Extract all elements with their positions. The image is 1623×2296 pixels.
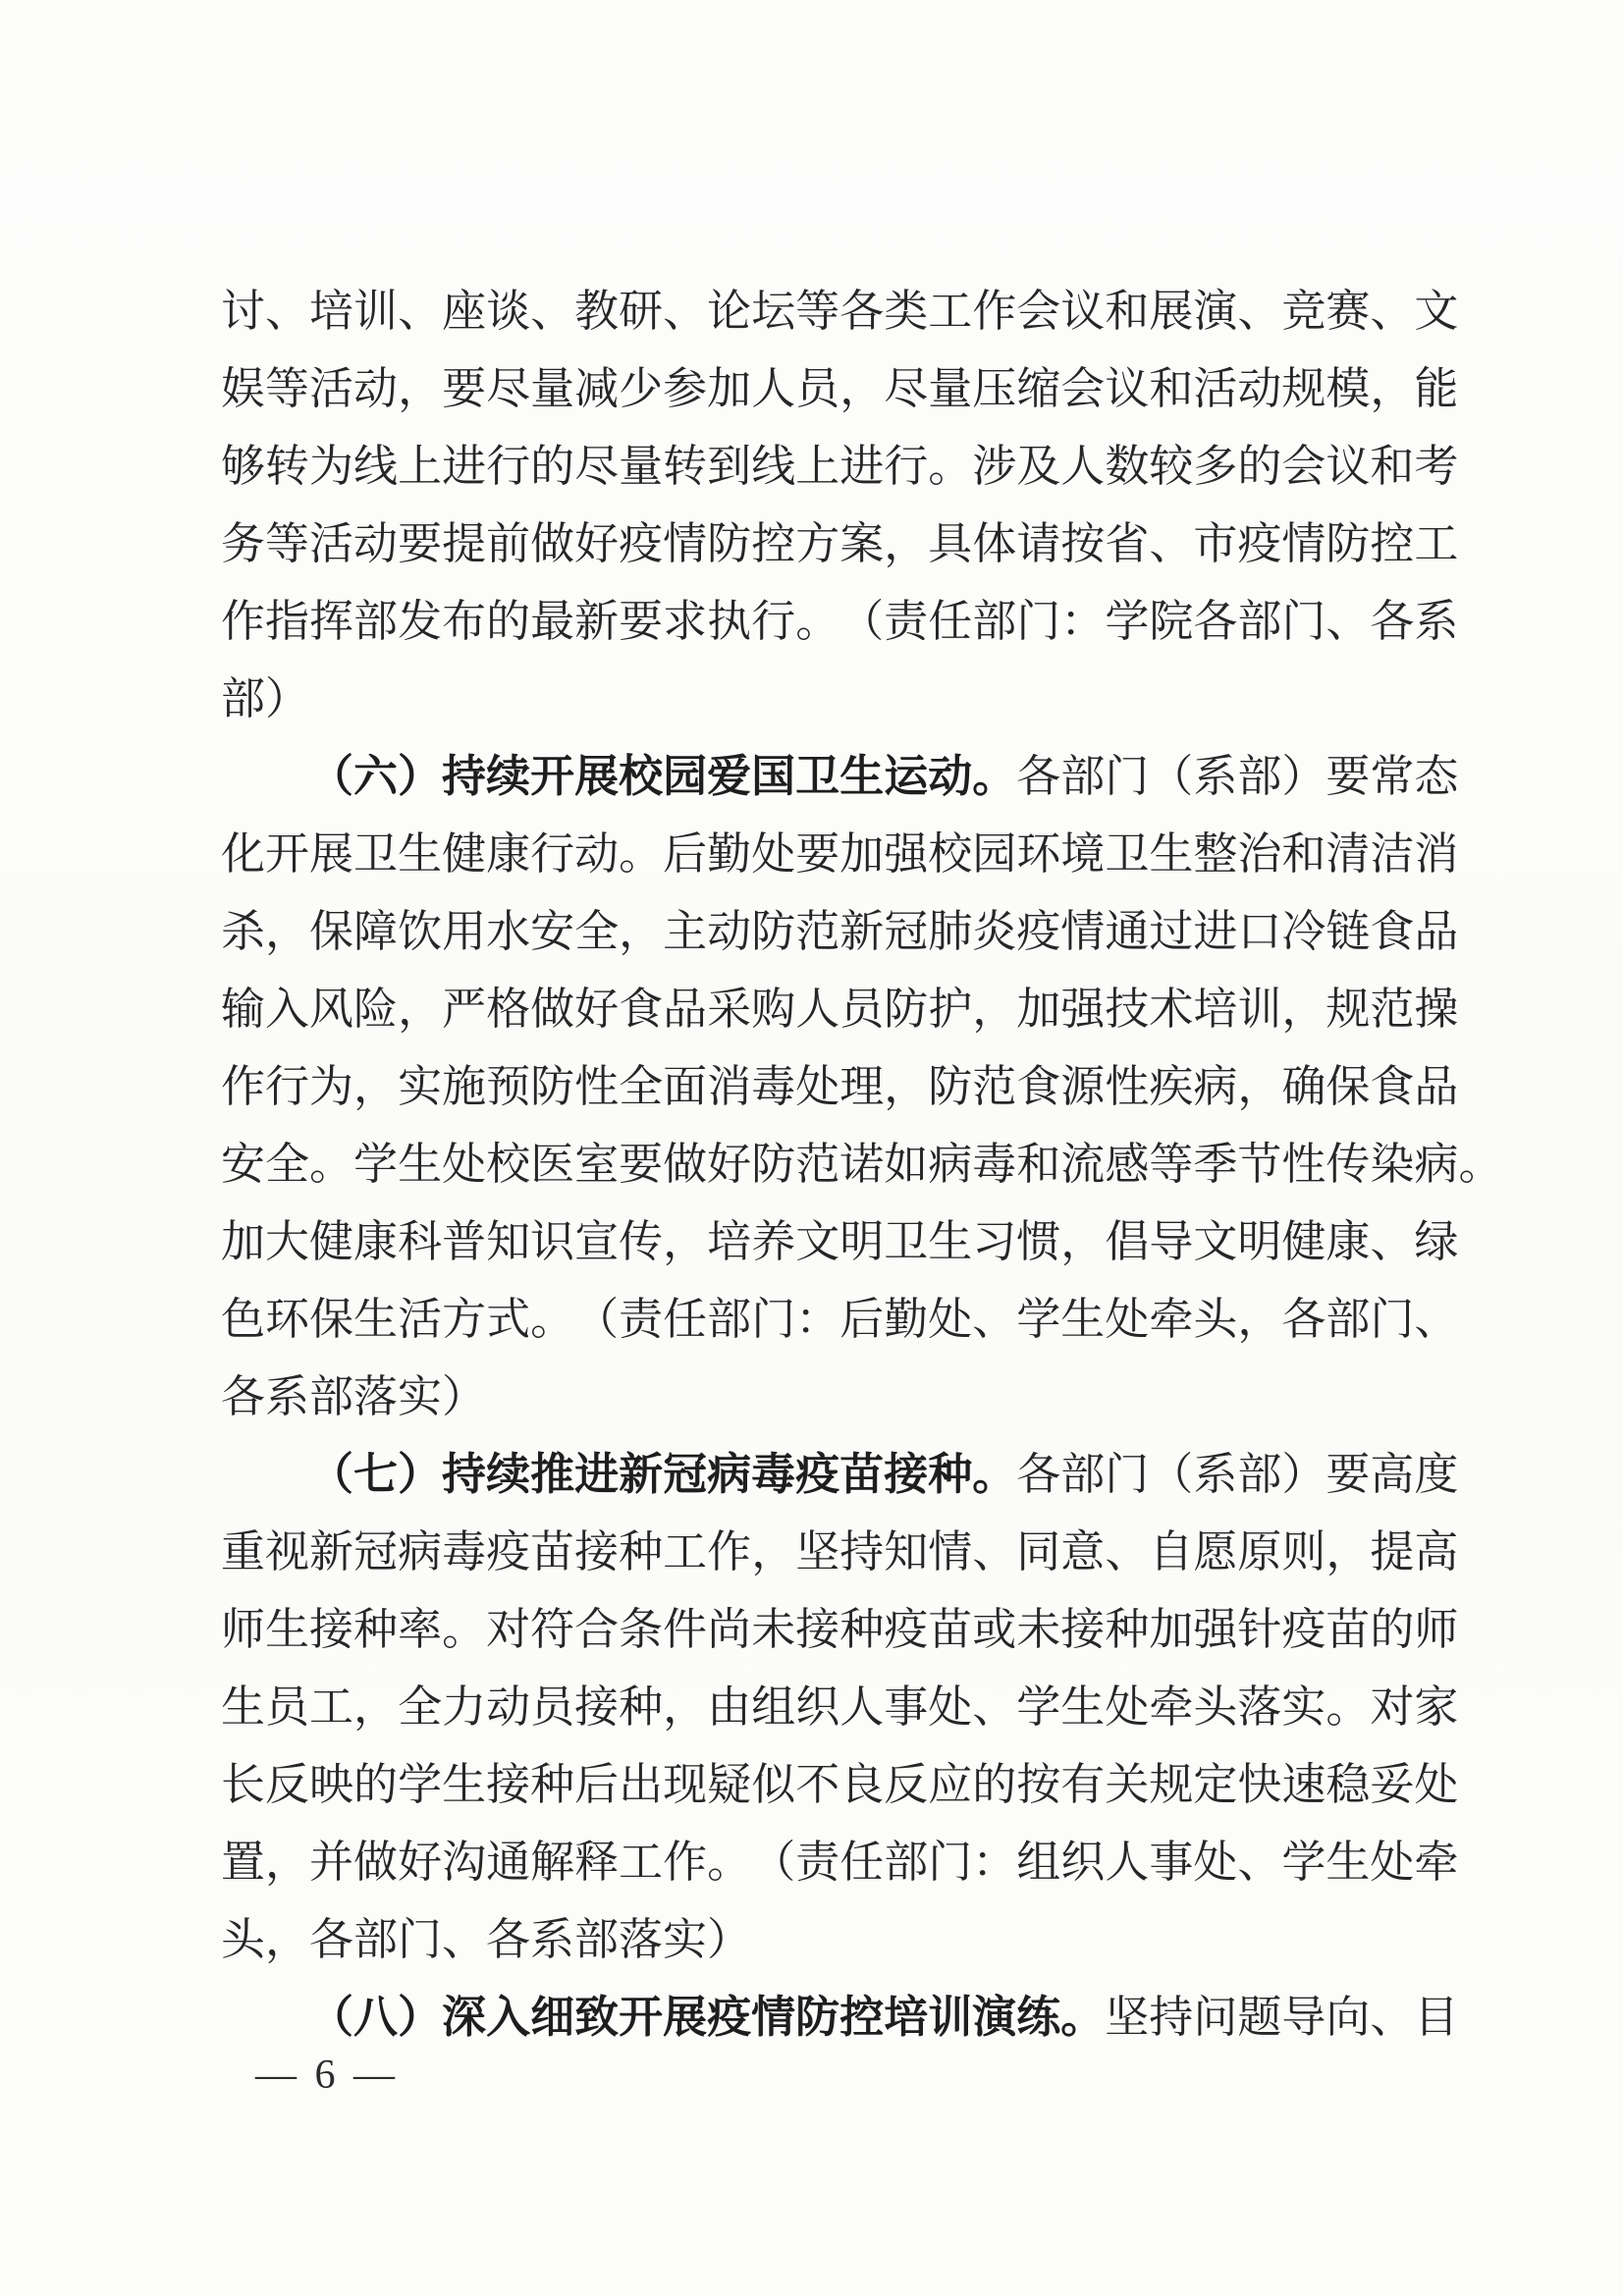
text-line: 色 环 保 生 活 方 式 。 （ 责 任 部 门 ： 后 勤 处 、 学 生 处 牵 头 ， 各 部 门 、	[221, 1295, 1459, 1344]
text-line: 各 系 部 落 实 ）	[221, 1372, 487, 1421]
paragraph-continuation	[221, 273, 1458, 738]
document-text-block	[221, 273, 1503, 2056]
text-line: 杀 ， 保 障 饮 用 水 安 全 ， 主 动 防 范 新 冠 肺 炎 疫 情 通 过 进 口 冷 链 食 品	[221, 907, 1459, 956]
text-line: 安 全 。 学 生 处 校 医 室 要 做 好 防 范 诺 如 病 毒 和 流 感 等 季 节 性 传 染 病 。	[221, 1140, 1503, 1189]
text-line: 输 入 风 险 ， 严 格 做 好 食 品 采 购 人 员 防 护 ， 加 强 技 术 培 训 ， 规 范 操	[221, 985, 1459, 1034]
paragraph-section-8	[221, 1979, 1458, 2056]
text-line: 长 反 映 的 学 生 接 种 后 出 现 疑 似 不 良 反 应 的 按 有 关 规 定 快 速 稳 妥 处	[221, 1760, 1459, 1809]
text-line: 够 转 为 线 上 进 行 的 尽 量 转 到 线 上 进 行 。 涉 及 人 数 较 多 的 会 议 和 考	[221, 442, 1459, 491]
text-line: 重 视 新 冠 病 毒 疫 苗 接 种 工 作 ， 坚 持 知 情 、 同 意 、 自 愿 原 则 ， 提 高	[221, 1527, 1459, 1576]
paragraph-section-7	[221, 1436, 1458, 1979]
text-line: 头 ， 各 部 门 、 各 系 部 落 实 ）	[221, 1915, 752, 1964]
text-line: 务 等 活 动 要 提 前 做 好 疫 情 防 控 方 案 ， 具 体 请 按 省 、 市 疫 情 防 控 工	[221, 519, 1459, 568]
text-line: 师 生 接 种 率 。 对 符 合 条 件 尚 未 接 种 疫 苗 或 未 接 种 加 强 针 疫 苗 的 师	[221, 1605, 1459, 1654]
text-line: （ 八 ） 深 入 细 致 开 展 疫 情 防 控 培 训 演 练 。 坚 持 问 题 导 向 、 目	[309, 1993, 1459, 2042]
text-line: 作 指 挥 部 发 布 的 最 新 要 求 执 行 。 （ 责 任 部 门 ： 学 院 各 部 门 、 各 系	[221, 597, 1459, 646]
text-line: 化 开 展 卫 生 健 康 行 动 。 后 勤 处 要 加 强 校 园 环 境 卫 生 整 治 和 清 洁 消	[221, 829, 1459, 879]
text-line: 加 大 健 康 科 普 知 识 宣 传 ， 培 养 文 明 卫 生 习 惯 ， 倡 导 文 明 健 康 、 绿	[221, 1217, 1459, 1266]
page-number	[255, 2048, 399, 2103]
text-line: 娱 等 活 动 ， 要 尽 量 减 少 参 加 人 员 ， 尽 量 压 缩 会 议 和 活 动 规 模 ， 能	[221, 364, 1459, 413]
text-line: 生 员 工 ， 全 力 动 员 接 种 ， 由 组 织 人 事 处 、 学 生 处 牵 头 落 实 。 对 家	[221, 1682, 1459, 1732]
text-line: 讨 、 培 训 、 座 谈 、 教 研 、 论 坛 等 各 类 工 作 会 议 和 展 演 、 竞 赛 、 文	[221, 287, 1459, 336]
text-line: （ 六 ） 持 续 开 展 校 园 爱 国 卫 生 运 动 。 各 部 门 （ 系 部 ） 要 常 态	[309, 752, 1459, 801]
paragraph-section-6	[221, 738, 1503, 1436]
page-number-label: — 6 —	[255, 2053, 399, 2098]
text-line: 置 ， 并 做 好 沟 通 解 释 工 作 。 （ 责 任 部 门 ： 组 织 人 事 处 、 学 生 处 牵	[221, 1838, 1459, 1887]
text-line: （ 七 ） 持 续 推 进 新 冠 病 毒 疫 苗 接 种 。 各 部 门 （ 系 部 ） 要 高 度	[309, 1450, 1459, 1499]
text-line: 部 ）	[221, 674, 310, 723]
text-line: 作 行 为 ， 实 施 预 防 性 全 面 消 毒 处 理 ， 防 范 食 源 性 疾 病 ， 确 保 食 品	[221, 1062, 1459, 1111]
